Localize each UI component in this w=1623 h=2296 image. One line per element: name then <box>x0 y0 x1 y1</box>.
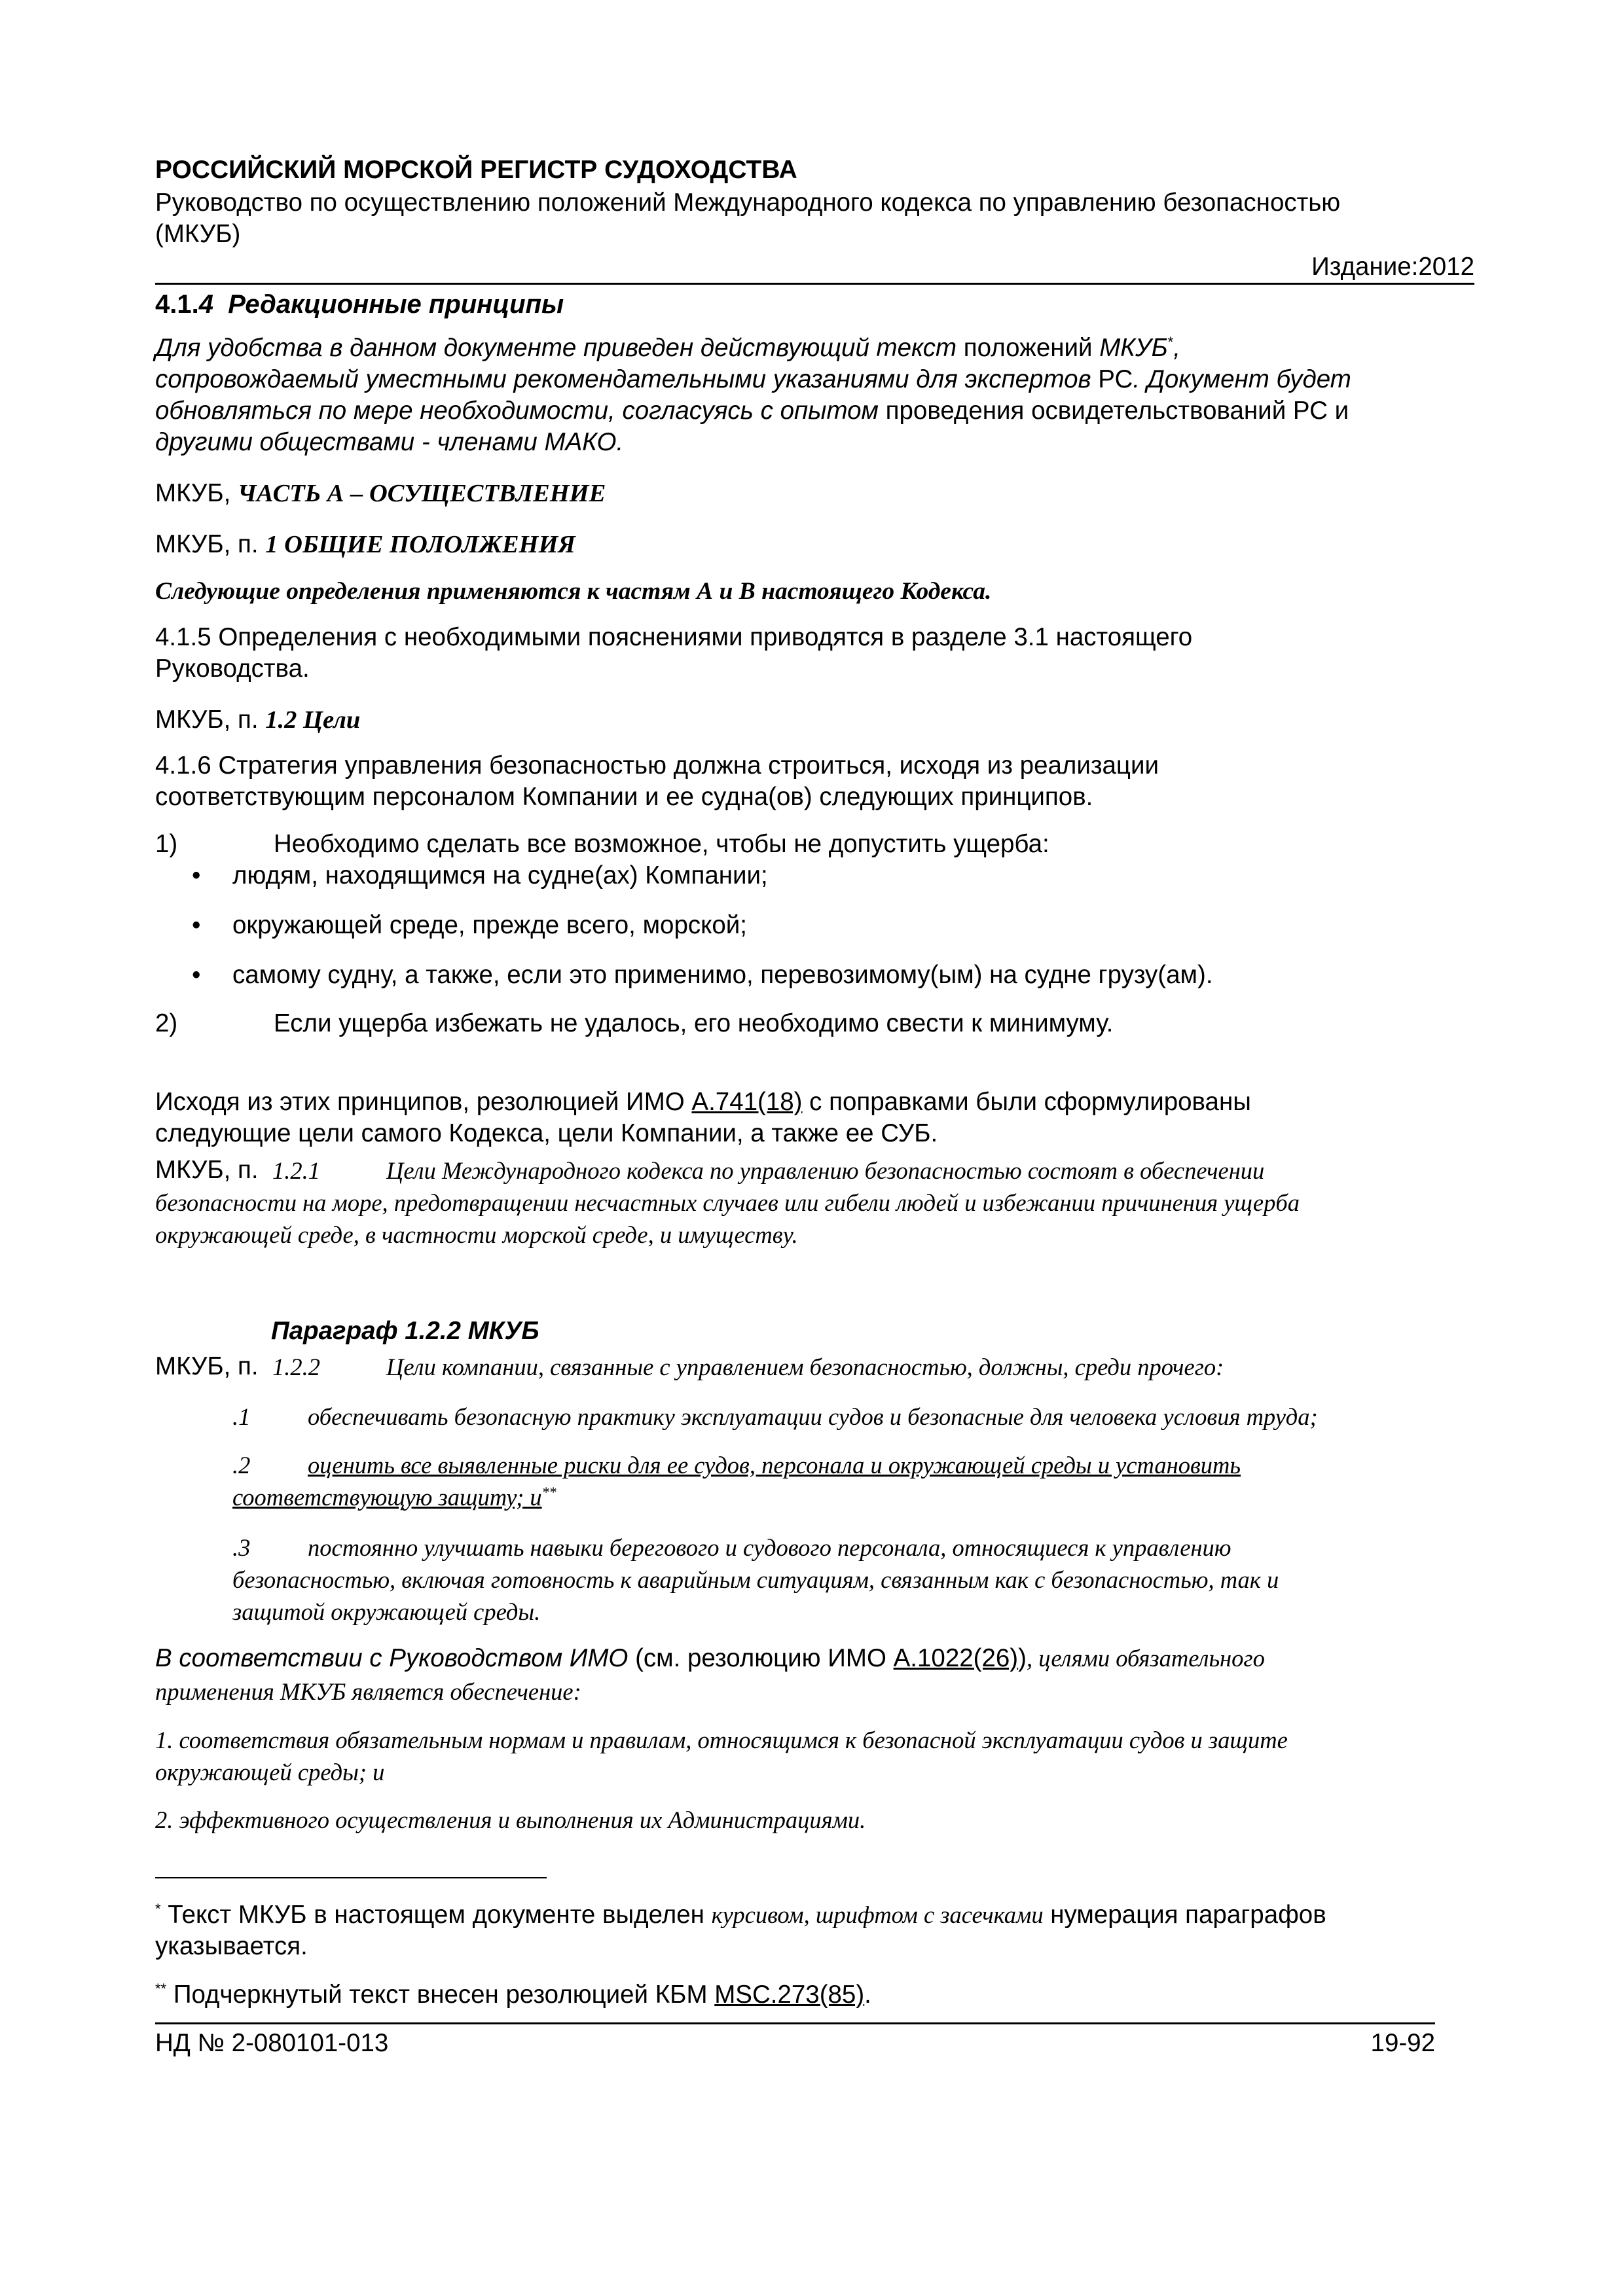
paragraph-text: В соответствии с Руководством ИМО <box>155 1644 629 1672</box>
footnote-1-line2: указывается. <box>155 1932 308 1960</box>
list-item-text: защитой окружающей среды. <box>232 1598 541 1625</box>
clause-1-2-1-text: безопасности на море, предотвращении несчастных случаев или гибели людей и избежании причинения ущерба <box>155 1189 1300 1216</box>
goals-heading <box>155 704 360 736</box>
intro-text: проведения освидетельствований РС и <box>878 397 1349 425</box>
resolution-paragraph <box>155 1086 1474 1149</box>
principle-1-text: Необходимо сделать все возможное, чтобы не допустить ущерба: <box>274 830 1049 858</box>
intro-text: , <box>1173 334 1180 362</box>
intro-text: . Документ будет <box>1133 365 1351 393</box>
resolution-a1022-link[interactable]: А.1022(26) <box>893 1644 1019 1672</box>
section-number-tail: 4 <box>198 290 213 319</box>
org-title: РОССИЙСКИЙ МОРСКОЙ РЕГИСТР СУДОХОДСТВА <box>155 156 797 184</box>
bullet-icon: • <box>192 961 201 989</box>
paragraph-text: соответствующим персоналом Компании и ее судна(ов) следующих принципов. <box>155 783 1093 811</box>
clause-1-2-2-lead: Цели компании, связанные с управлением безопасностью, должны, среди прочего: <box>386 1354 1224 1380</box>
intro-text: РС <box>1091 365 1133 393</box>
bullet-icon: • <box>192 861 201 889</box>
paragraph-text: Исходя из этих принципов, резолюцией ИМО <box>155 1088 692 1116</box>
paragraph-text: 4.1.6 Стратегия управления безопасностью должна строиться, исходя из реализации <box>155 751 1159 780</box>
paragraph-text: , целями обязательного <box>1026 1645 1265 1672</box>
msc-273-85-link[interactable]: MSC.273(85) <box>714 1981 865 2009</box>
list-item-text-amended: оценить все выявленные риски для ее судов, персонала и окружающей среды и установить <box>308 1452 1241 1479</box>
edition-label: Издание:2012 <box>1311 253 1474 281</box>
footnote-mark: ** <box>155 1981 167 1998</box>
clause-1-2-1-text: Цели Международного кодекса по управлению безопасностью состоят в обеспечении <box>386 1157 1265 1184</box>
footnote-ref: * <box>1167 334 1174 351</box>
intro-paragraph <box>155 332 1474 458</box>
paragraph-4-1-5 <box>155 622 1474 685</box>
header-divider <box>155 283 1474 285</box>
paragraph-text: следующие цели самого Кодекса, цели Компании, а также ее СУБ. <box>155 1119 938 1147</box>
clause-number: 1.2.1 <box>272 1157 320 1184</box>
paragraph-text: ) <box>1018 1644 1027 1672</box>
bullet-icon: • <box>192 911 201 939</box>
footnote-text: . <box>864 1981 871 2009</box>
list-item-number: .2 <box>232 1452 251 1479</box>
footnote-ref: ** <box>541 1483 556 1500</box>
list-item-text: обеспечивать безопасную практику эксплуатации судов и безопасные для человека условия труда; <box>308 1403 1318 1430</box>
document-number: НД № 2-080101-013 <box>155 2029 389 2057</box>
general-provisions-heading <box>155 529 575 560</box>
code-ref-prefix: МКУБ, п. <box>155 1352 259 1380</box>
list-item-text: постоянно улучшать навыки берегового и судового персонала, относящиеся к управлению <box>308 1534 1231 1561</box>
bullet-item: людям, находящимся на судне(ах) Компании; <box>232 861 768 889</box>
list-item-text: безопасностью, включая готовность к аварийным ситуациям, связанным как с безопасностью, так и <box>232 1566 1279 1593</box>
imo-guide-item: окружающей среды; и <box>155 1759 385 1785</box>
code-ref-prefix: МКУБ, п. <box>155 530 266 558</box>
imo-guide-paragraph <box>155 1643 1265 1679</box>
paragraph-text: с поправками были сформулированы <box>802 1088 1251 1116</box>
paragraph-1-2-2-heading: Параграф 1.2.2 МКУБ <box>271 1317 539 1345</box>
list-item-number: .1 <box>232 1403 251 1430</box>
footnote-separator <box>155 1877 547 1878</box>
code-ref-prefix: МКУБ, п. <box>155 706 266 734</box>
footnote-text: Текст МКУБ в настоящем документе выделен <box>160 1901 712 1929</box>
resolution-a741-link[interactable]: А.741(18) <box>691 1088 803 1116</box>
principle-1-number: 1) <box>155 830 178 858</box>
definitions-note: Следующие определения применяются к частям А и В настоящего Кодекса. <box>155 578 992 605</box>
section-heading <box>155 288 564 321</box>
document-subtitle-line2: (МКУБ) <box>155 220 241 248</box>
footnote-text: курсивом, шрифтом с засечками <box>711 1901 1044 1928</box>
clause-title: 1.2 Цели <box>265 706 361 734</box>
intro-text: положений <box>957 334 1100 362</box>
imo-guide-item: 1. соответствия обязательным нормам и правилам, относящимся к безопасной эксплуатации судов и защите <box>155 1727 1288 1753</box>
intro-text: МКУБ <box>1099 334 1168 362</box>
list-item-number: .3 <box>232 1534 251 1561</box>
intro-text: обновляться по мере необходимости, согласуясь с опытом <box>155 397 879 425</box>
principle-2-text: Если ущерба избежать не удалось, его необходимо свести к минимуму. <box>274 1009 1114 1037</box>
section-title: Редакционные принципы <box>228 290 564 319</box>
bullet-item: самому судну, а также, если это применимо, перевозимому(ым) на судне грузу(ам). <box>232 961 1213 989</box>
amended-text: соответствующую защиту; и <box>232 1484 542 1511</box>
principle-2-number: 2) <box>155 1009 178 1037</box>
footnote-2 <box>155 1979 871 2011</box>
paragraph-text: (см. резолюцию ИМО <box>628 1644 894 1672</box>
intro-text: Для удобства в данном документе приведен действующий текст <box>155 334 957 362</box>
paragraph-text: Руководства. <box>155 655 310 683</box>
footnote-text: нумерация параграфов <box>1043 1901 1326 1929</box>
list-item-text-amended <box>232 1481 556 1513</box>
footnote-text: Подчеркнутый текст внесен резолюцией КБМ <box>166 1981 715 2009</box>
code-ref-prefix: МКУБ, <box>155 479 238 507</box>
paragraph-4-1-6 <box>155 750 1474 813</box>
clause-1-2-1-text: окружающей среде, в частности морской среде, и имуществу. <box>155 1221 798 1248</box>
imo-guide-item: 2. эффективного осуществления и выполнения их Администрациями. <box>155 1806 866 1833</box>
document-subtitle-line1: Руководство по осуществлению положений Международного кодекса по управлению безопасностью <box>155 188 1341 217</box>
footer-divider <box>155 2022 1435 2024</box>
part-title: ЧАСТЬ А – ОСУЩЕСТВЛЕНИЕ <box>238 480 606 507</box>
page-number: 19-92 <box>1370 2029 1435 2057</box>
footnote-mark: * <box>155 1901 161 1918</box>
footnote-1 <box>155 1899 1326 1931</box>
bullet-item: окружающей среде, прежде всего, морской; <box>232 911 747 939</box>
intro-text: другими обществами - членами МАКО. <box>155 428 624 456</box>
paragraph-text: 4.1.5 Определения с необходимыми пояснениями приводятся в разделе 3.1 настоящего <box>155 623 1193 651</box>
imo-guide-text: применения МКУБ является обеспечение: <box>155 1678 581 1705</box>
intro-text: сопровождаемый уместными рекомендательными указаниями для экспертов <box>155 365 1091 393</box>
clause-number: 1.2.2 <box>272 1354 320 1380</box>
code-ref-prefix: МКУБ, п. <box>155 1156 259 1184</box>
part-a-heading <box>155 478 606 509</box>
section-number: 4.1. <box>155 290 199 319</box>
clause-title: 1 ОБЩИЕ ПОЛОЛЖЕНИЯ <box>265 531 575 558</box>
